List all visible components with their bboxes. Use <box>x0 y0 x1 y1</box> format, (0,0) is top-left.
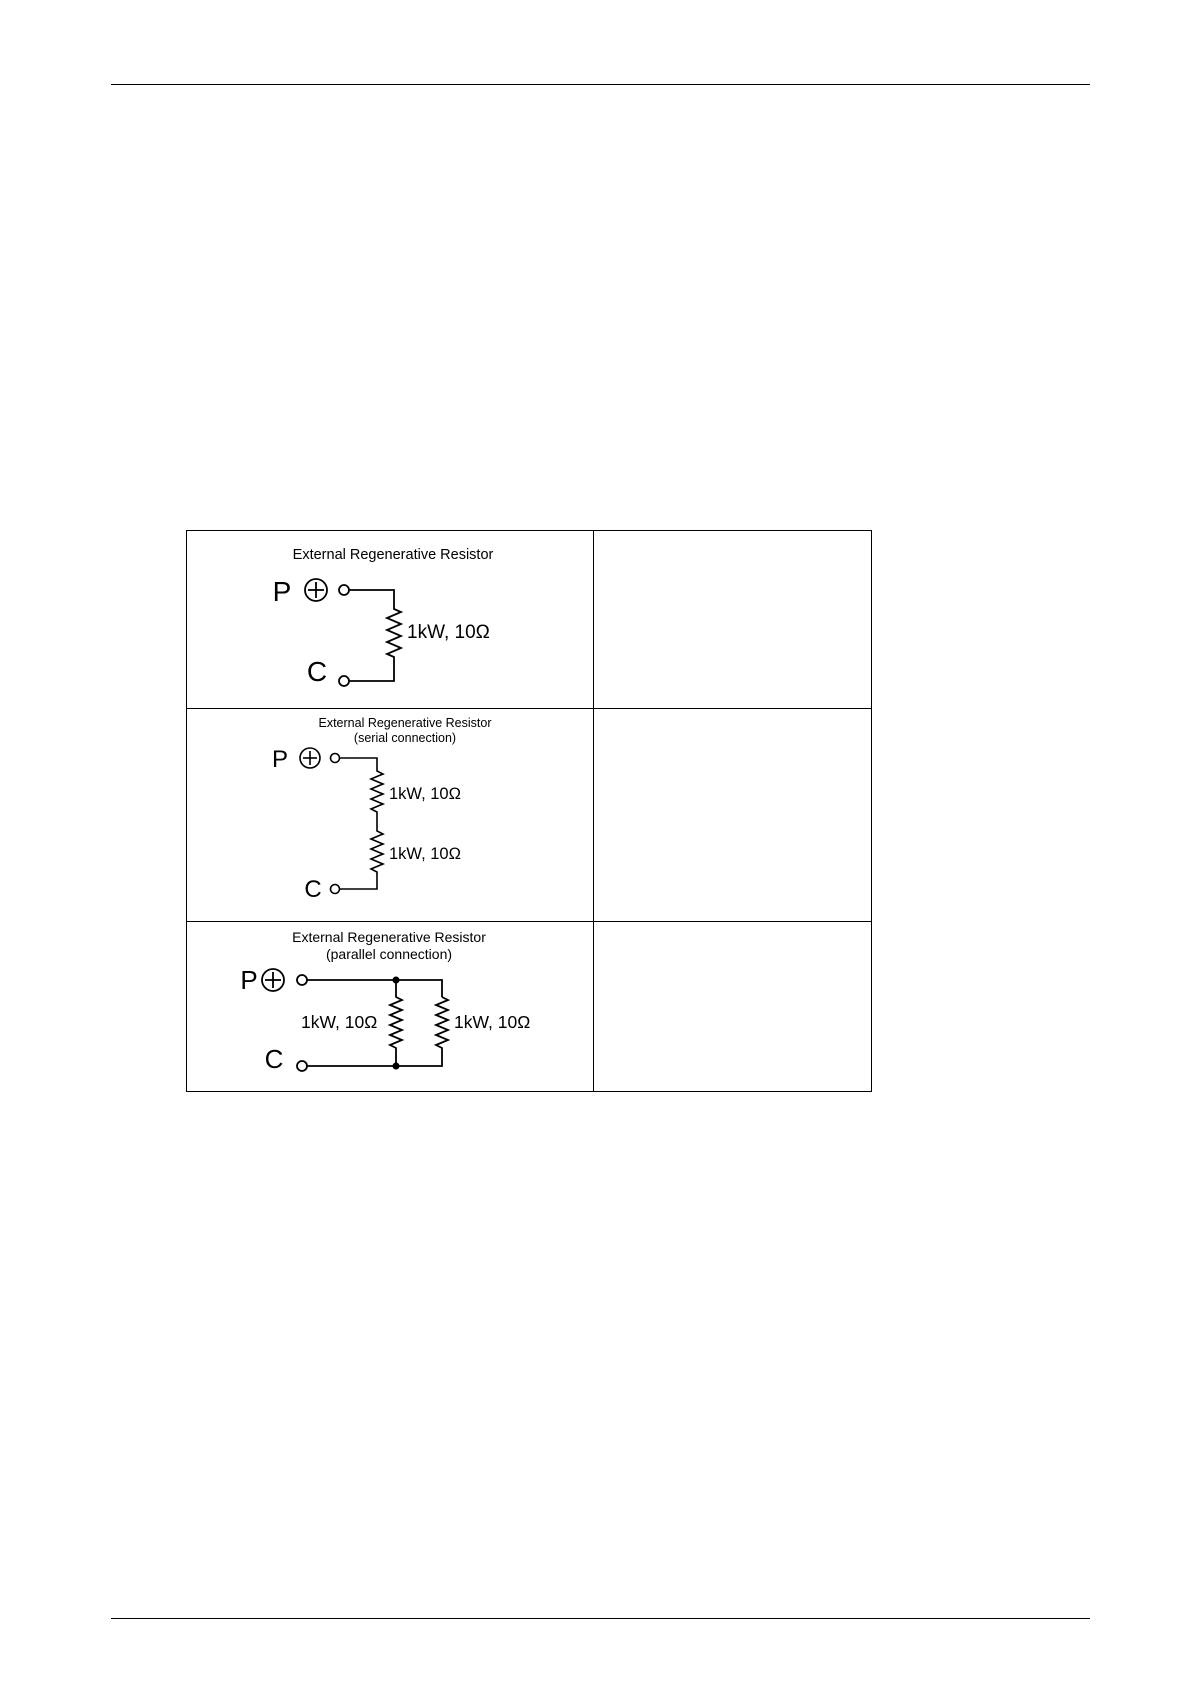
parallel-resistor-circuit <box>187 922 593 1091</box>
resistor-wiring <box>349 590 401 681</box>
single-resistor-notes <box>594 531 871 708</box>
diagram-title: External Regenerative Resistor <box>318 716 492 730</box>
header-rule <box>111 84 1090 85</box>
terminal-c-node <box>331 885 340 894</box>
terminal-p-node <box>297 975 307 985</box>
terminal-c-label: C <box>304 876 322 903</box>
terminal-p-node <box>331 754 340 763</box>
table-row-single <box>187 531 871 709</box>
serial-resistor-notes <box>594 709 871 921</box>
resistor-wiring <box>339 758 383 889</box>
resistor-rating-2: 1kW, 10Ω <box>454 1012 531 1032</box>
resistor-rating: 1kW, 10Ω <box>407 622 490 643</box>
parallel-resistor-diagram <box>187 922 593 1091</box>
single-resistor-circuit <box>187 531 593 708</box>
table-row-serial <box>187 709 871 922</box>
terminal-c-label: C <box>264 1044 284 1074</box>
plus-circle-icon <box>262 969 284 991</box>
resistor-rating-2: 1kW, 10Ω <box>389 845 461 863</box>
plus-circle-icon <box>305 579 327 601</box>
junction-dot-top <box>393 977 400 984</box>
terminal-p-label: P <box>271 746 289 773</box>
terminal-c-node <box>339 676 349 686</box>
serial-resistor-circuit <box>187 709 593 921</box>
terminal-c-node <box>297 1061 307 1071</box>
diagram-title: External Regenerative Resistor <box>292 547 494 563</box>
junction-dot-bottom <box>393 1063 400 1070</box>
diagram-subtitle: (serial connection) <box>353 731 457 745</box>
table-row-parallel <box>187 922 871 1091</box>
plus-circle-icon <box>300 748 320 768</box>
terminal-p-label: P <box>272 576 292 607</box>
diagram-title: External Regenerative Resistor <box>292 929 486 945</box>
footer-rule <box>111 1618 1090 1619</box>
terminal-c-label: C <box>306 656 328 687</box>
terminal-p-node <box>339 585 349 595</box>
serial-resistor-diagram <box>187 709 593 921</box>
terminal-p-label: P <box>240 965 258 995</box>
regenerative-resistor-table <box>186 530 872 1092</box>
parallel-resistor-notes <box>594 922 871 1091</box>
resistor-rating-1: 1kW, 10Ω <box>301 1012 378 1032</box>
diagram-subtitle: (parallel connection) <box>325 946 453 962</box>
resistor-rating-1: 1kW, 10Ω <box>389 785 461 803</box>
single-resistor-diagram <box>187 531 593 708</box>
